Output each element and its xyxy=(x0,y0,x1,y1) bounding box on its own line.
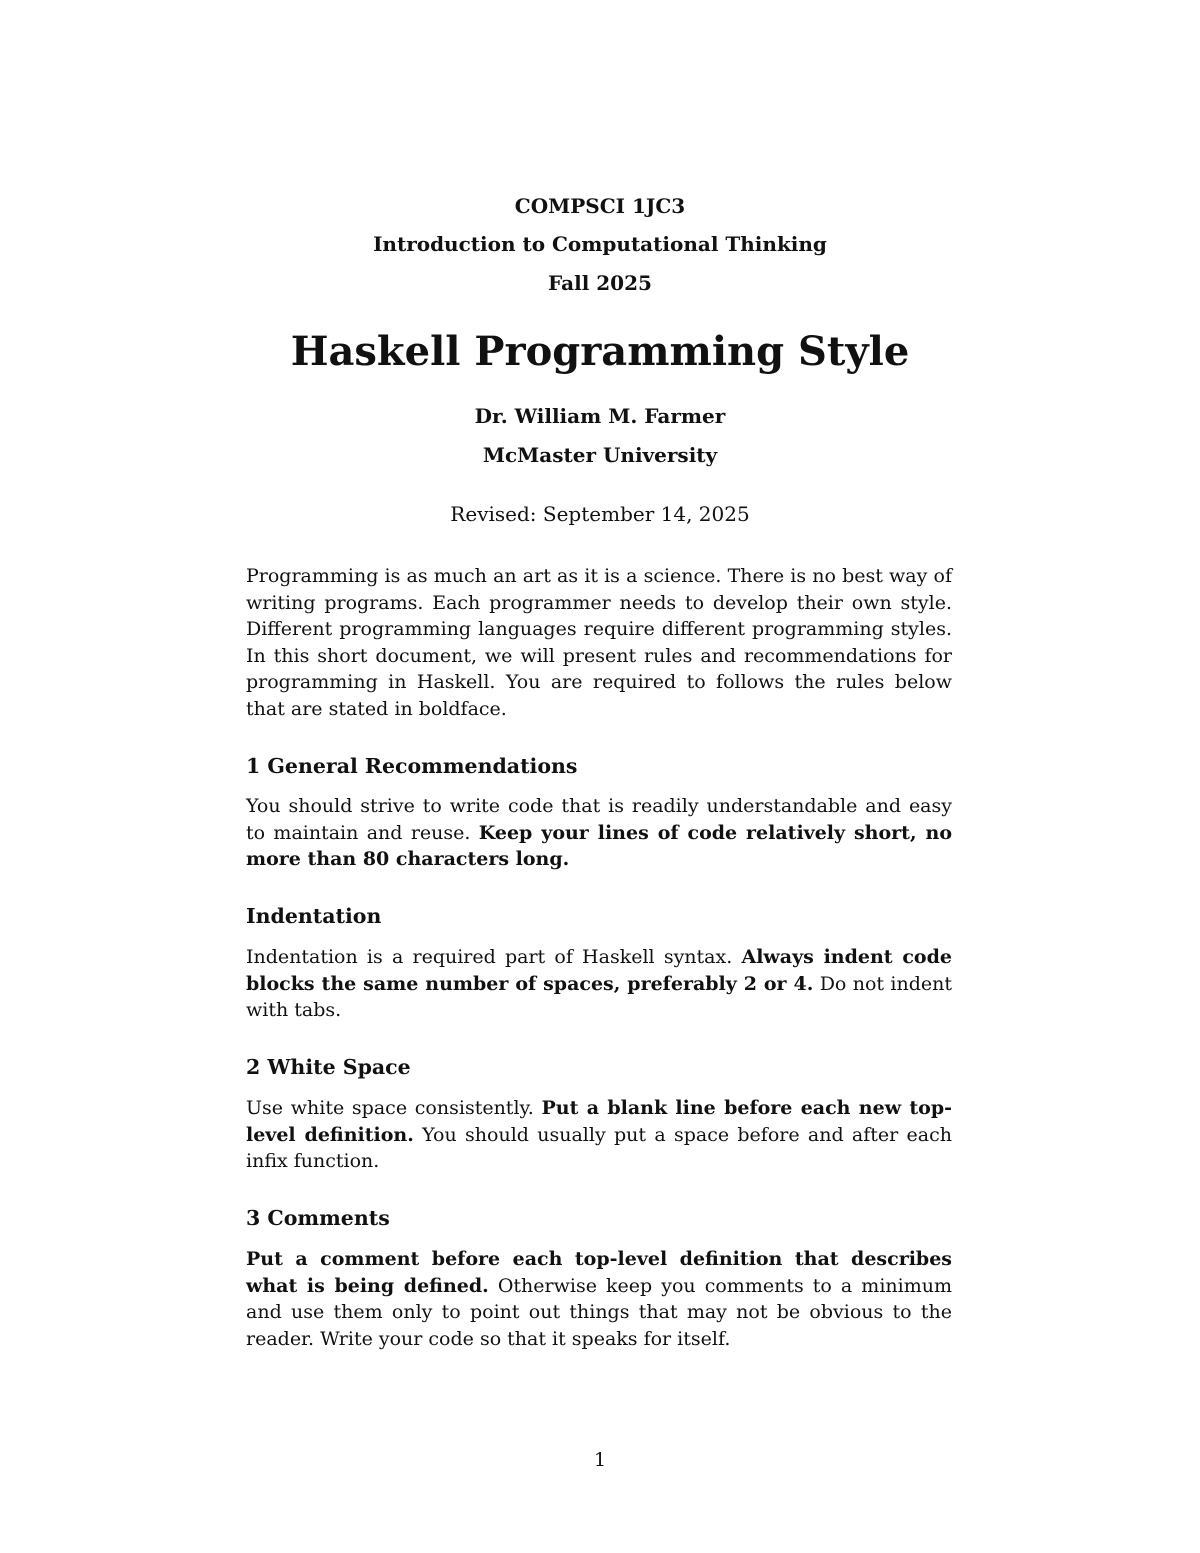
bold-rule: Always indent code blocks the same number of spaces, preferably 2 or 4. xyxy=(246,946,952,995)
paragraph-text: Indentation is a required part of Haskell syntax. xyxy=(246,946,742,968)
course-term: Fall 2025 xyxy=(548,271,652,295)
paragraph-text: Do not indent with tabs. xyxy=(246,972,952,1021)
section-paragraph-general xyxy=(246,793,952,873)
paragraph-text: You should usually put a space before and after each infix function. xyxy=(246,1123,952,1172)
bold-rule: Put a comment before each top-level definition that describes what is being defined. xyxy=(246,1248,952,1297)
bold-rule: Keep your lines of code relatively short, no more than 80 characters long. xyxy=(246,821,952,870)
page-number: 1 xyxy=(593,1449,607,1471)
author-name: Dr. William M. Farmer xyxy=(474,404,726,428)
intro-paragraph: Programming is as much an art as it is a science. There is no best way of writing programs. Each programmer needs to develop their own style. Different programming languages require different programming styles. In this short document, we will present rules and recommendations for programming in Haskell. You are required to follows the rules below that are stated in boldface. xyxy=(246,565,952,720)
author-affiliation: McMaster University xyxy=(482,443,718,467)
section-heading-indentation: Indentation xyxy=(246,904,382,928)
course-name: Introduction to Computational Thinking xyxy=(373,232,827,256)
document-title: Haskell Programming Style xyxy=(290,328,910,375)
paragraph-text: Use white space consistently. xyxy=(246,1097,542,1119)
section-heading-general: 1 General Recommendations xyxy=(246,754,578,778)
revised-date: Revised: September 14, 2025 xyxy=(450,502,750,526)
section-paragraph-indentation xyxy=(246,944,952,1024)
section-paragraph-white-space xyxy=(246,1095,952,1175)
section-paragraph-comments xyxy=(246,1246,952,1352)
paragraph-text: You should strive to write code that is readily understandable and easy to maintain and reuse. xyxy=(246,795,952,844)
section-heading-white-space: 2 White Space xyxy=(246,1055,411,1079)
paragraph-text: Otherwise keep you comments to a minimum and use them only to point out things that may not be obvious to the reader. Write your code so that it speaks for itself. xyxy=(246,1274,952,1350)
course-code: COMPSCI 1JC3 xyxy=(514,194,686,218)
section-heading-comments: 3 Comments xyxy=(246,1206,390,1230)
bold-rule: Put a blank line before each new top-level definition. xyxy=(246,1097,952,1146)
